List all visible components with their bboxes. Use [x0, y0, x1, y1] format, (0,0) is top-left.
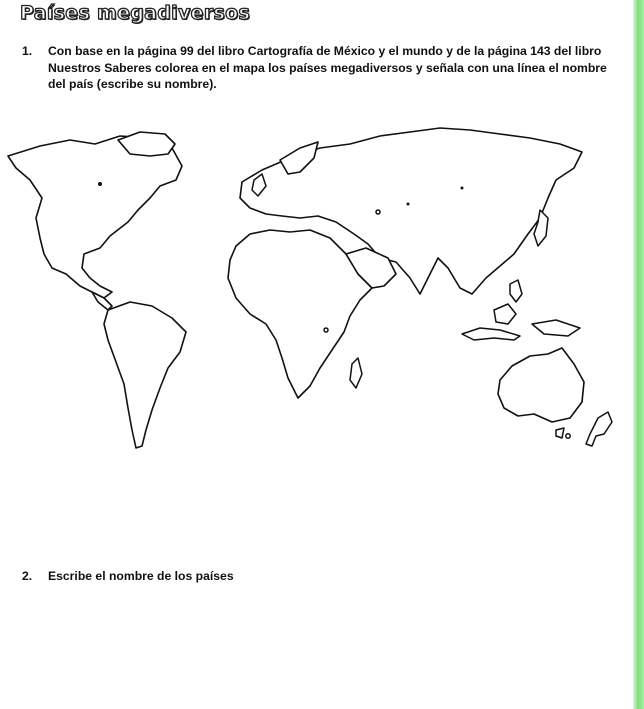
island-circle — [376, 210, 380, 214]
island-dot — [407, 203, 410, 206]
question-2-number: 2. — [22, 569, 33, 583]
new-guinea-outline — [532, 320, 580, 336]
tasmania-outline — [556, 428, 564, 438]
south-america-outline — [104, 302, 186, 448]
island-circle — [324, 328, 328, 332]
indonesia-outline — [462, 328, 520, 340]
page-title: Países megadiversos — [20, 2, 251, 24]
island-dot — [98, 182, 102, 186]
question-2-text: Escribe el nombre de los países — [48, 569, 234, 583]
island-dot — [461, 187, 464, 190]
madagascar-outline — [350, 358, 362, 388]
island-circle — [566, 434, 570, 438]
green-side-bar — [633, 0, 644, 709]
question-1-text: Con base en la página 99 del libro Cartografía de México y el mundo y de la página 143 del libro Nuestros Saberes colorea en el mapa los países megadiversos y señala con una línea el nombre del país (escribe su nombre). — [48, 44, 607, 91]
philippines-outline — [510, 280, 522, 302]
north-america-outline — [8, 136, 182, 298]
question-1-number: 1. — [22, 44, 33, 58]
australia-outline — [498, 348, 584, 422]
world-map-outline — [0, 118, 630, 458]
borneo-outline — [494, 304, 516, 324]
new-zealand-outline — [586, 412, 612, 446]
